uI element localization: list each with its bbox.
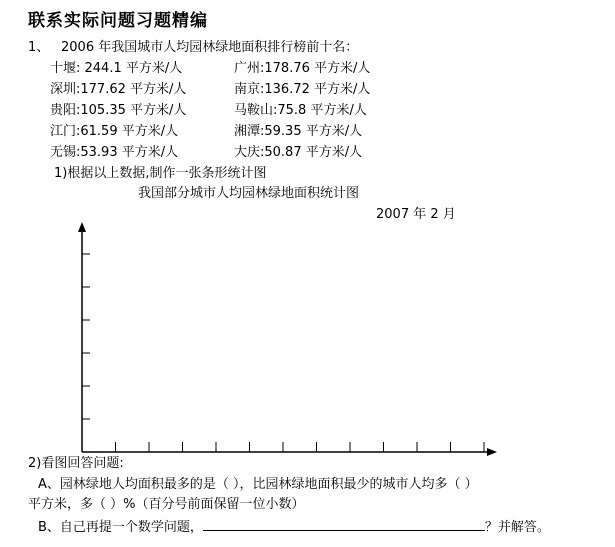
answer-blank[interactable] [203, 518, 485, 531]
question-intro: 2006 年我国城市人均园林绿地面积排行榜前十名： [61, 40, 359, 55]
city-entry: 马鞍山:75.8 平方米/人 [234, 103, 367, 118]
city-entry: 大庆:50.87 平方米/人 [234, 145, 363, 160]
city-entry: 贵阳:105.35 平方米/人 [50, 103, 187, 118]
city-entry: 十堰: 244.1 平方米/人 [50, 61, 183, 76]
question-2b [38, 518, 550, 536]
subquestion-1: 1)根据以上数据,制作一张条形统计图 [54, 166, 267, 181]
chart-title: 我国部分城市人均园林绿地面积统计图 [138, 186, 360, 201]
question-2a-line1: A、园林绿地人均面积最多的是（ ），比园林绿地面积最少的城市人均多（ ） [38, 477, 478, 492]
city-entry: 南京:136.72 平方米/人 [234, 82, 371, 97]
city-entry: 江门:61.59 平方米/人 [50, 124, 179, 139]
question-2b-prefix: B、自己再提一个数学问题， [38, 520, 203, 535]
chart-date: 2007 年 2 月 [376, 207, 456, 222]
question-2b-suffix: ？并解答。 [484, 520, 550, 535]
y-axis-arrow-icon [78, 222, 86, 232]
city-entry: 无锡:53.93 平方米/人 [50, 145, 179, 160]
question-number: 1、 [28, 40, 50, 55]
x-axis-arrow-icon [487, 448, 497, 456]
page-title: 联系实际问题习题精编 [28, 11, 208, 31]
city-entry: 湘潭:59.35 平方米/人 [234, 124, 363, 139]
question-2a-line2: 平方米，多（ ）%（百分号前面保留一位小数） [28, 497, 305, 512]
city-entry: 广州:178.76 平方米/人 [234, 61, 371, 76]
bar-chart-grid[interactable] [60, 212, 500, 462]
city-entry: 深圳:177.62 平方米/人 [50, 82, 187, 97]
question-2-label: 2)看图回答问题: [28, 456, 124, 471]
